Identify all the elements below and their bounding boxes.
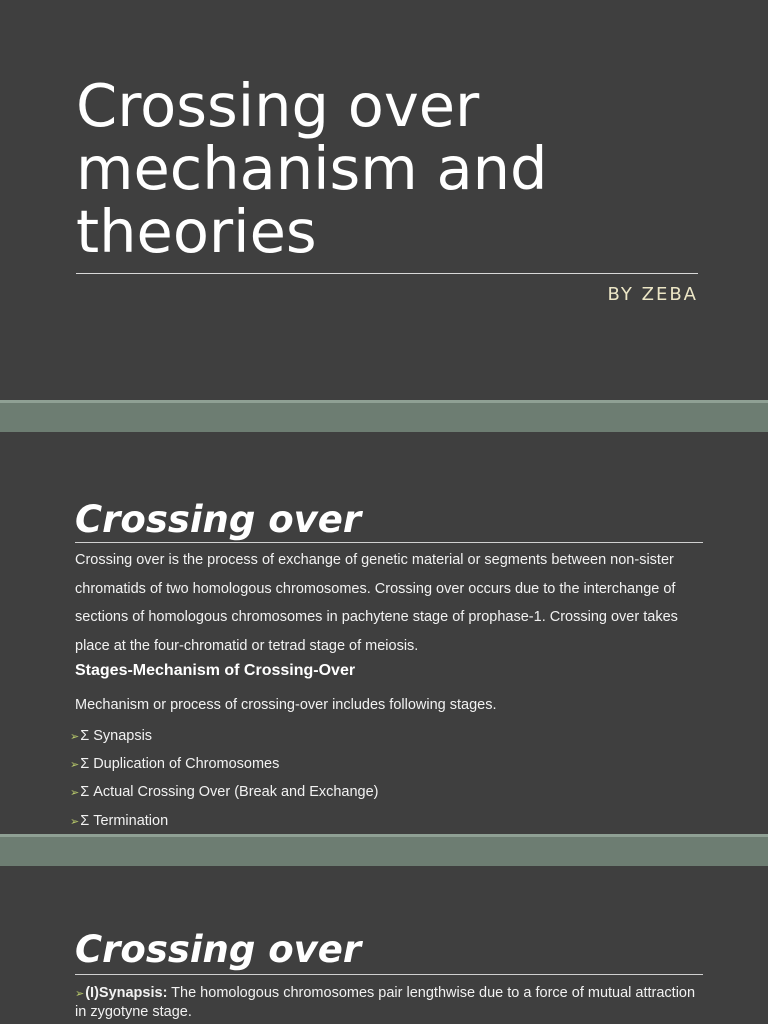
author-byline: BY ZEBA [607, 284, 698, 305]
title-slide [0, 0, 768, 400]
title-underline [76, 273, 698, 274]
heading-underline [75, 542, 703, 543]
list-item: ➢Σ Duplication of Chromosomes [70, 756, 280, 773]
slide-title: Crossing over mechanism and theories [76, 71, 548, 266]
heading-underline [75, 974, 703, 975]
stages-subheading: Stages-Mechanism of Crossing-Over [75, 662, 356, 679]
content-slide-1 [0, 432, 768, 834]
slide-heading: Crossing over [75, 928, 362, 971]
content-slide-2 [0, 866, 768, 1024]
definition-paragraph: Crossing over is the process of exchange of genetic material or segments between non-sister chromatids of two homologous chromosomes. Crossing over occurs due to the interchange of sections of homologous chromosomes in pachytene stage of prophase-1. Crossing over takes place at the four-chromatid or tetrad stage of meiosis. [75, 552, 678, 655]
list-item: ➢Σ Actual Crossing Over (Break and Exchange) [70, 784, 379, 801]
arrow-bullet-icon: ➢ [70, 731, 80, 743]
arrow-bullet-icon: ➢ [75, 988, 85, 1000]
synapsis-label: (I)Synapsis: [85, 985, 168, 1001]
arrow-bullet-icon: ➢ [70, 815, 80, 828]
slide-divider [0, 400, 768, 432]
synapsis-paragraph [75, 984, 710, 1021]
stages-list [70, 722, 379, 834]
list-item: ➢Σ Termination [70, 812, 169, 829]
arrow-bullet-icon: ➢ [70, 759, 80, 772]
slide-divider [0, 834, 768, 866]
synapsis-text: The homologous chromosomes pair lengthwise due to a force of mutual attraction in zygotyne stage. [75, 985, 696, 1020]
slide-heading: Crossing over [75, 498, 362, 541]
list-item: ➢Σ Synapsis [70, 728, 153, 744]
arrow-bullet-icon: ➢ [70, 787, 80, 800]
stages-intro: Mechanism or process of crossing-over includes following stages. [75, 697, 497, 713]
